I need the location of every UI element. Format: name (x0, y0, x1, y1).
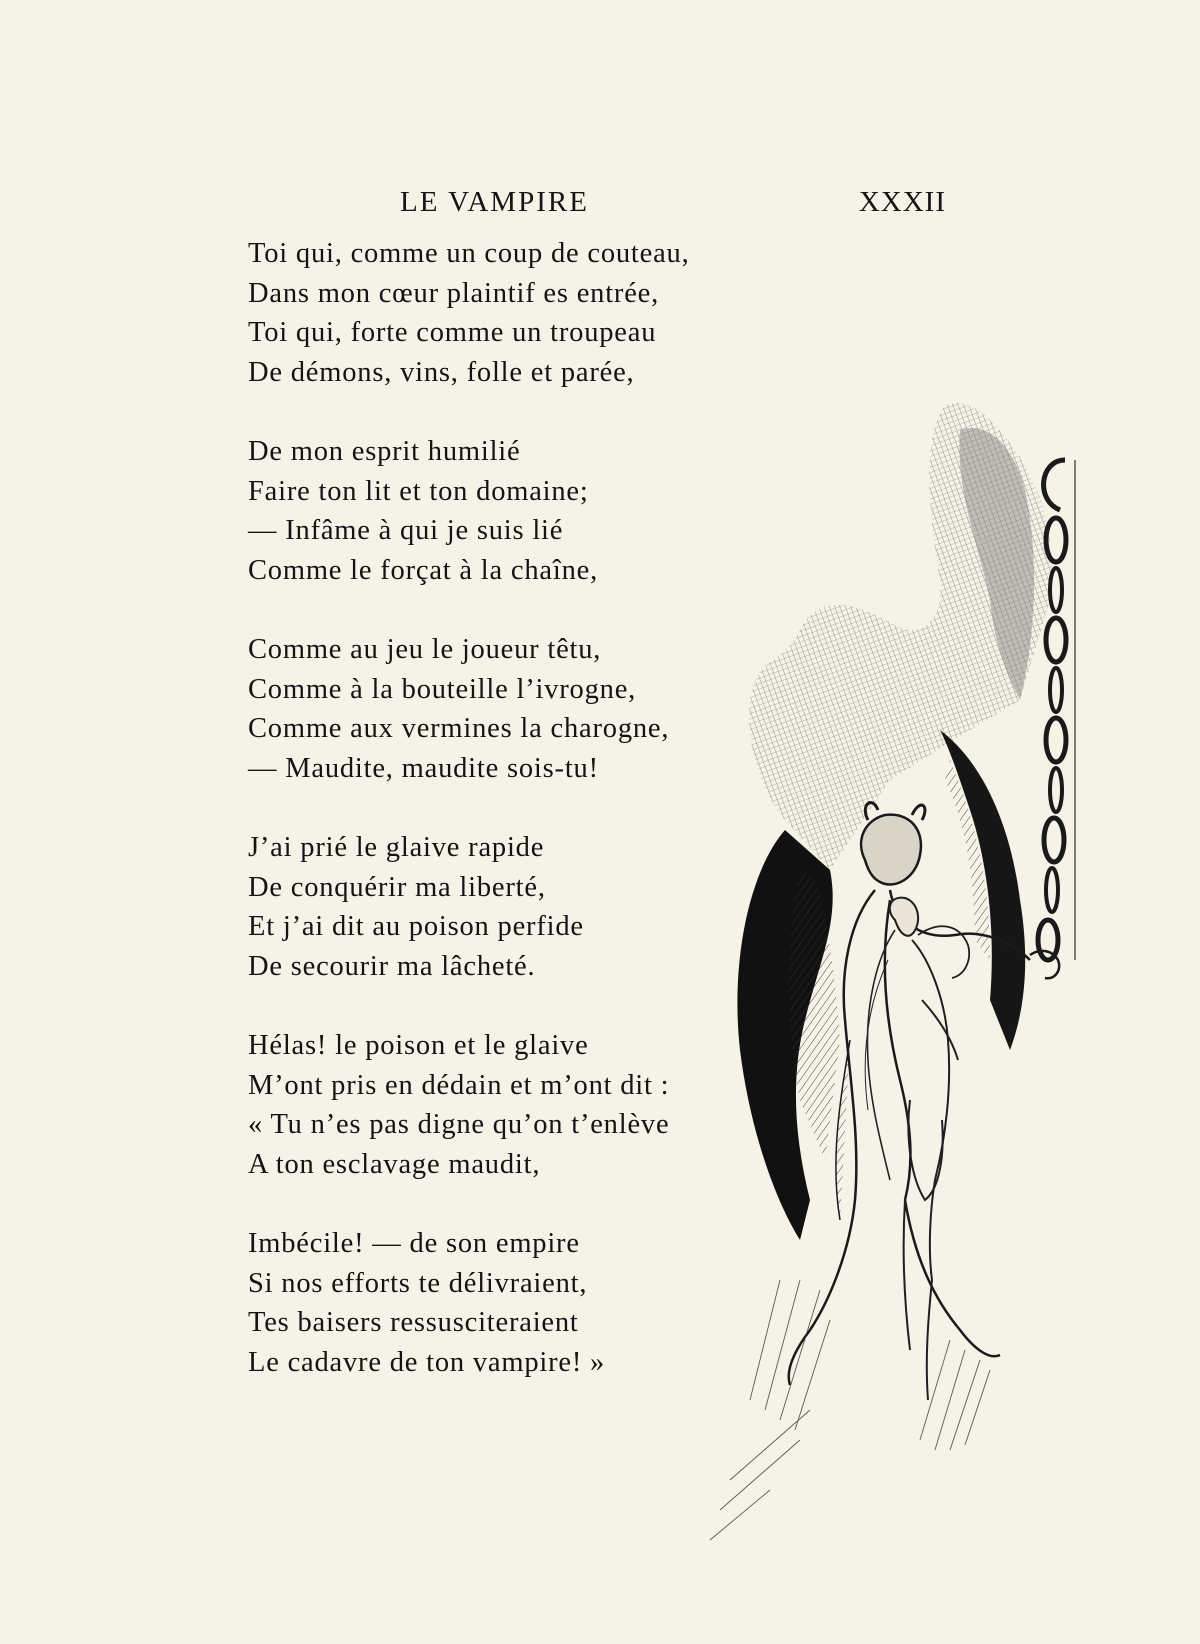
verse-line: Comme au jeu le joueur têtu, (248, 634, 602, 665)
verse-line: Toi qui, comme un coup de couteau, (248, 238, 690, 269)
verse-line: Le cadavre de ton vampire! » (248, 1346, 606, 1378)
vampire-engraving (690, 400, 1110, 1550)
verse-line: Comme le forçat à la chaîne, (248, 554, 598, 586)
verse-line: J’ai prié le glaive rapide (248, 832, 545, 863)
verse-line: De mon esprit humilié (248, 436, 521, 467)
verse-line: Comme aux vermines la charogne, (248, 713, 670, 744)
verse-line: Dans mon cœur plaintif es entrée, (248, 277, 660, 309)
verse-line: Et j’ai dit au poison perfide (248, 911, 584, 942)
verse-line: De conquérir ma liberté, (248, 871, 546, 903)
verse-line: — Infâme à qui je suis lié (248, 515, 564, 546)
poem-number: XXXII (858, 186, 946, 218)
verse-line: Comme à la bouteille l’ivrogne, (248, 673, 637, 705)
verse-line: Toi qui, forte comme un troupeau (248, 317, 657, 348)
verse-line: — Maudite, maudite sois-tu! (248, 752, 599, 784)
poem-title: LE VAMPIRE (400, 186, 589, 218)
verse-line: « Tu n’es pas digne qu’on t’enlève (248, 1109, 670, 1140)
verse-line: Si nos efforts te délivraient, (248, 1267, 588, 1299)
verse-line: De démons, vins, folle et parée, (248, 356, 635, 388)
woman-figure (865, 898, 969, 1400)
verse-line: Hélas! le poison et le glaive (248, 1030, 589, 1061)
stanza (248, 234, 768, 392)
ground-hatching (710, 1280, 990, 1540)
verse-line: Faire ton lit et ton domaine; (248, 475, 589, 507)
verse-line: A ton esclavage maudit, (248, 1148, 541, 1180)
smoke-shading (749, 403, 1052, 870)
verse-line: Tes baisers ressusciteraient (248, 1307, 579, 1338)
verse-line: Imbécile! — de son empire (248, 1228, 580, 1259)
page-header (246, 186, 946, 222)
verse-line: M’ont pris en dédain et m’ont dit : (248, 1069, 670, 1101)
verse-line: De secourir ma lâcheté. (248, 950, 536, 982)
